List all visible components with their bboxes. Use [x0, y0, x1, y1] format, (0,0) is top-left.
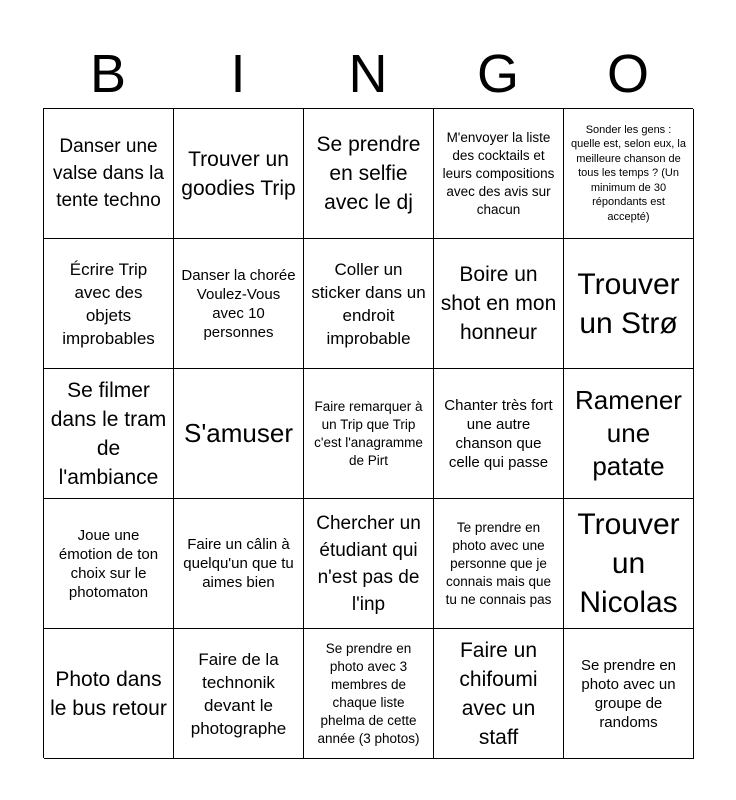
- cell-text: Coller un sticker dans un endroit improbable: [311, 259, 426, 348]
- bingo-cell[interactable]: [304, 239, 434, 369]
- header-letter-i: I: [230, 44, 246, 104]
- cell-text: Trouver un Strø: [577, 267, 680, 340]
- bingo-cell[interactable]: [304, 109, 434, 239]
- cell-text: Se prendre en photo avec un groupe de randoms: [580, 656, 677, 731]
- bingo-cell[interactable]: [44, 369, 174, 499]
- bingo-cell[interactable]: [174, 369, 304, 499]
- bingo-cell[interactable]: [564, 499, 694, 629]
- bingo-cell[interactable]: [564, 369, 694, 499]
- bingo-header: [43, 40, 693, 108]
- bingo-grid: [43, 108, 693, 758]
- bingo-cell[interactable]: [174, 109, 304, 239]
- header-letter-g: G: [476, 44, 519, 104]
- cell-text: Se filmer dans le tram de l'ambiance: [50, 378, 167, 489]
- cell-text: Chanter très fort une autre chanson que celle qui passe: [444, 396, 553, 471]
- header-letter-b: B: [89, 44, 127, 104]
- cell-text: Danser la chorée Voulez-Vous avec 10 personnes: [181, 266, 296, 341]
- bingo-cell[interactable]: [174, 499, 304, 629]
- bingo-cell[interactable]: [564, 239, 694, 369]
- cell-text: Danser une valse dans la tente techno: [53, 136, 164, 211]
- bingo-cell[interactable]: [44, 239, 174, 369]
- cell-text: M'envoyer la liste des cocktails et leurs compositions avec des avis sur chacun: [442, 129, 555, 217]
- cell-text: Se prendre en selfie avec le dj: [316, 133, 421, 214]
- cell-text: Te prendre en photo avec une personne que je connais mais que tu ne connais pas: [445, 519, 552, 607]
- bingo-cell[interactable]: [434, 109, 564, 239]
- bingo-cell[interactable]: [434, 629, 564, 759]
- bingo-cell[interactable]: [304, 369, 434, 499]
- cell-text: Joue une émotion de ton choix sur le photomaton: [58, 526, 159, 601]
- cell-text: Chercher un étudiant qui n'est pas de l'inp: [316, 512, 421, 615]
- cell-text: Faire remarquer à un Trip que Trip c'est l'anagramme de Pirt: [314, 398, 423, 468]
- bingo-cell[interactable]: [44, 109, 174, 239]
- bingo-cell[interactable]: [564, 109, 694, 239]
- header-letter-o: O: [606, 44, 649, 104]
- cell-text: Boire un shot en mon honneur: [440, 263, 557, 344]
- cell-text: Faire un chifoumi avec un staff: [459, 638, 538, 749]
- bingo-cell[interactable]: [44, 629, 174, 759]
- bingo-cell[interactable]: [434, 239, 564, 369]
- cell-text: Ramener une patate: [575, 385, 682, 481]
- bingo-cell[interactable]: [434, 369, 564, 499]
- cell-text: Se prendre en photo avec 3 membres de chaque liste phelma de cette année (3 photos): [317, 640, 420, 746]
- cell-text: Sonder les gens : quelle est, selon eux, la meilleure chanson de tous les temps ? (Un minimum de 30 répondants est accepté): [571, 123, 686, 223]
- cell-text: S'amuser: [183, 418, 293, 448]
- cell-text: Faire de la technonik devant le photographe: [190, 649, 287, 738]
- cell-text: Faire un câlin à quelqu'un que tu aimes bien: [183, 536, 294, 591]
- cell-text: Photo dans le bus retour: [50, 667, 167, 720]
- bingo-cell[interactable]: [304, 499, 434, 629]
- bingo-cell[interactable]: [564, 629, 694, 759]
- bingo-cell[interactable]: [434, 499, 564, 629]
- cell-text: Trouver un Nicolas: [577, 508, 680, 619]
- cell-text: Écrire Trip avec des objets improbables: [62, 259, 155, 348]
- bingo-cell[interactable]: [174, 239, 304, 369]
- cell-text: Trouver un goodies Trip: [181, 147, 296, 200]
- bingo-cell[interactable]: [304, 629, 434, 759]
- bingo-cell[interactable]: [174, 629, 304, 759]
- header-letter-n: N: [348, 44, 388, 104]
- bingo-cell[interactable]: [44, 499, 174, 629]
